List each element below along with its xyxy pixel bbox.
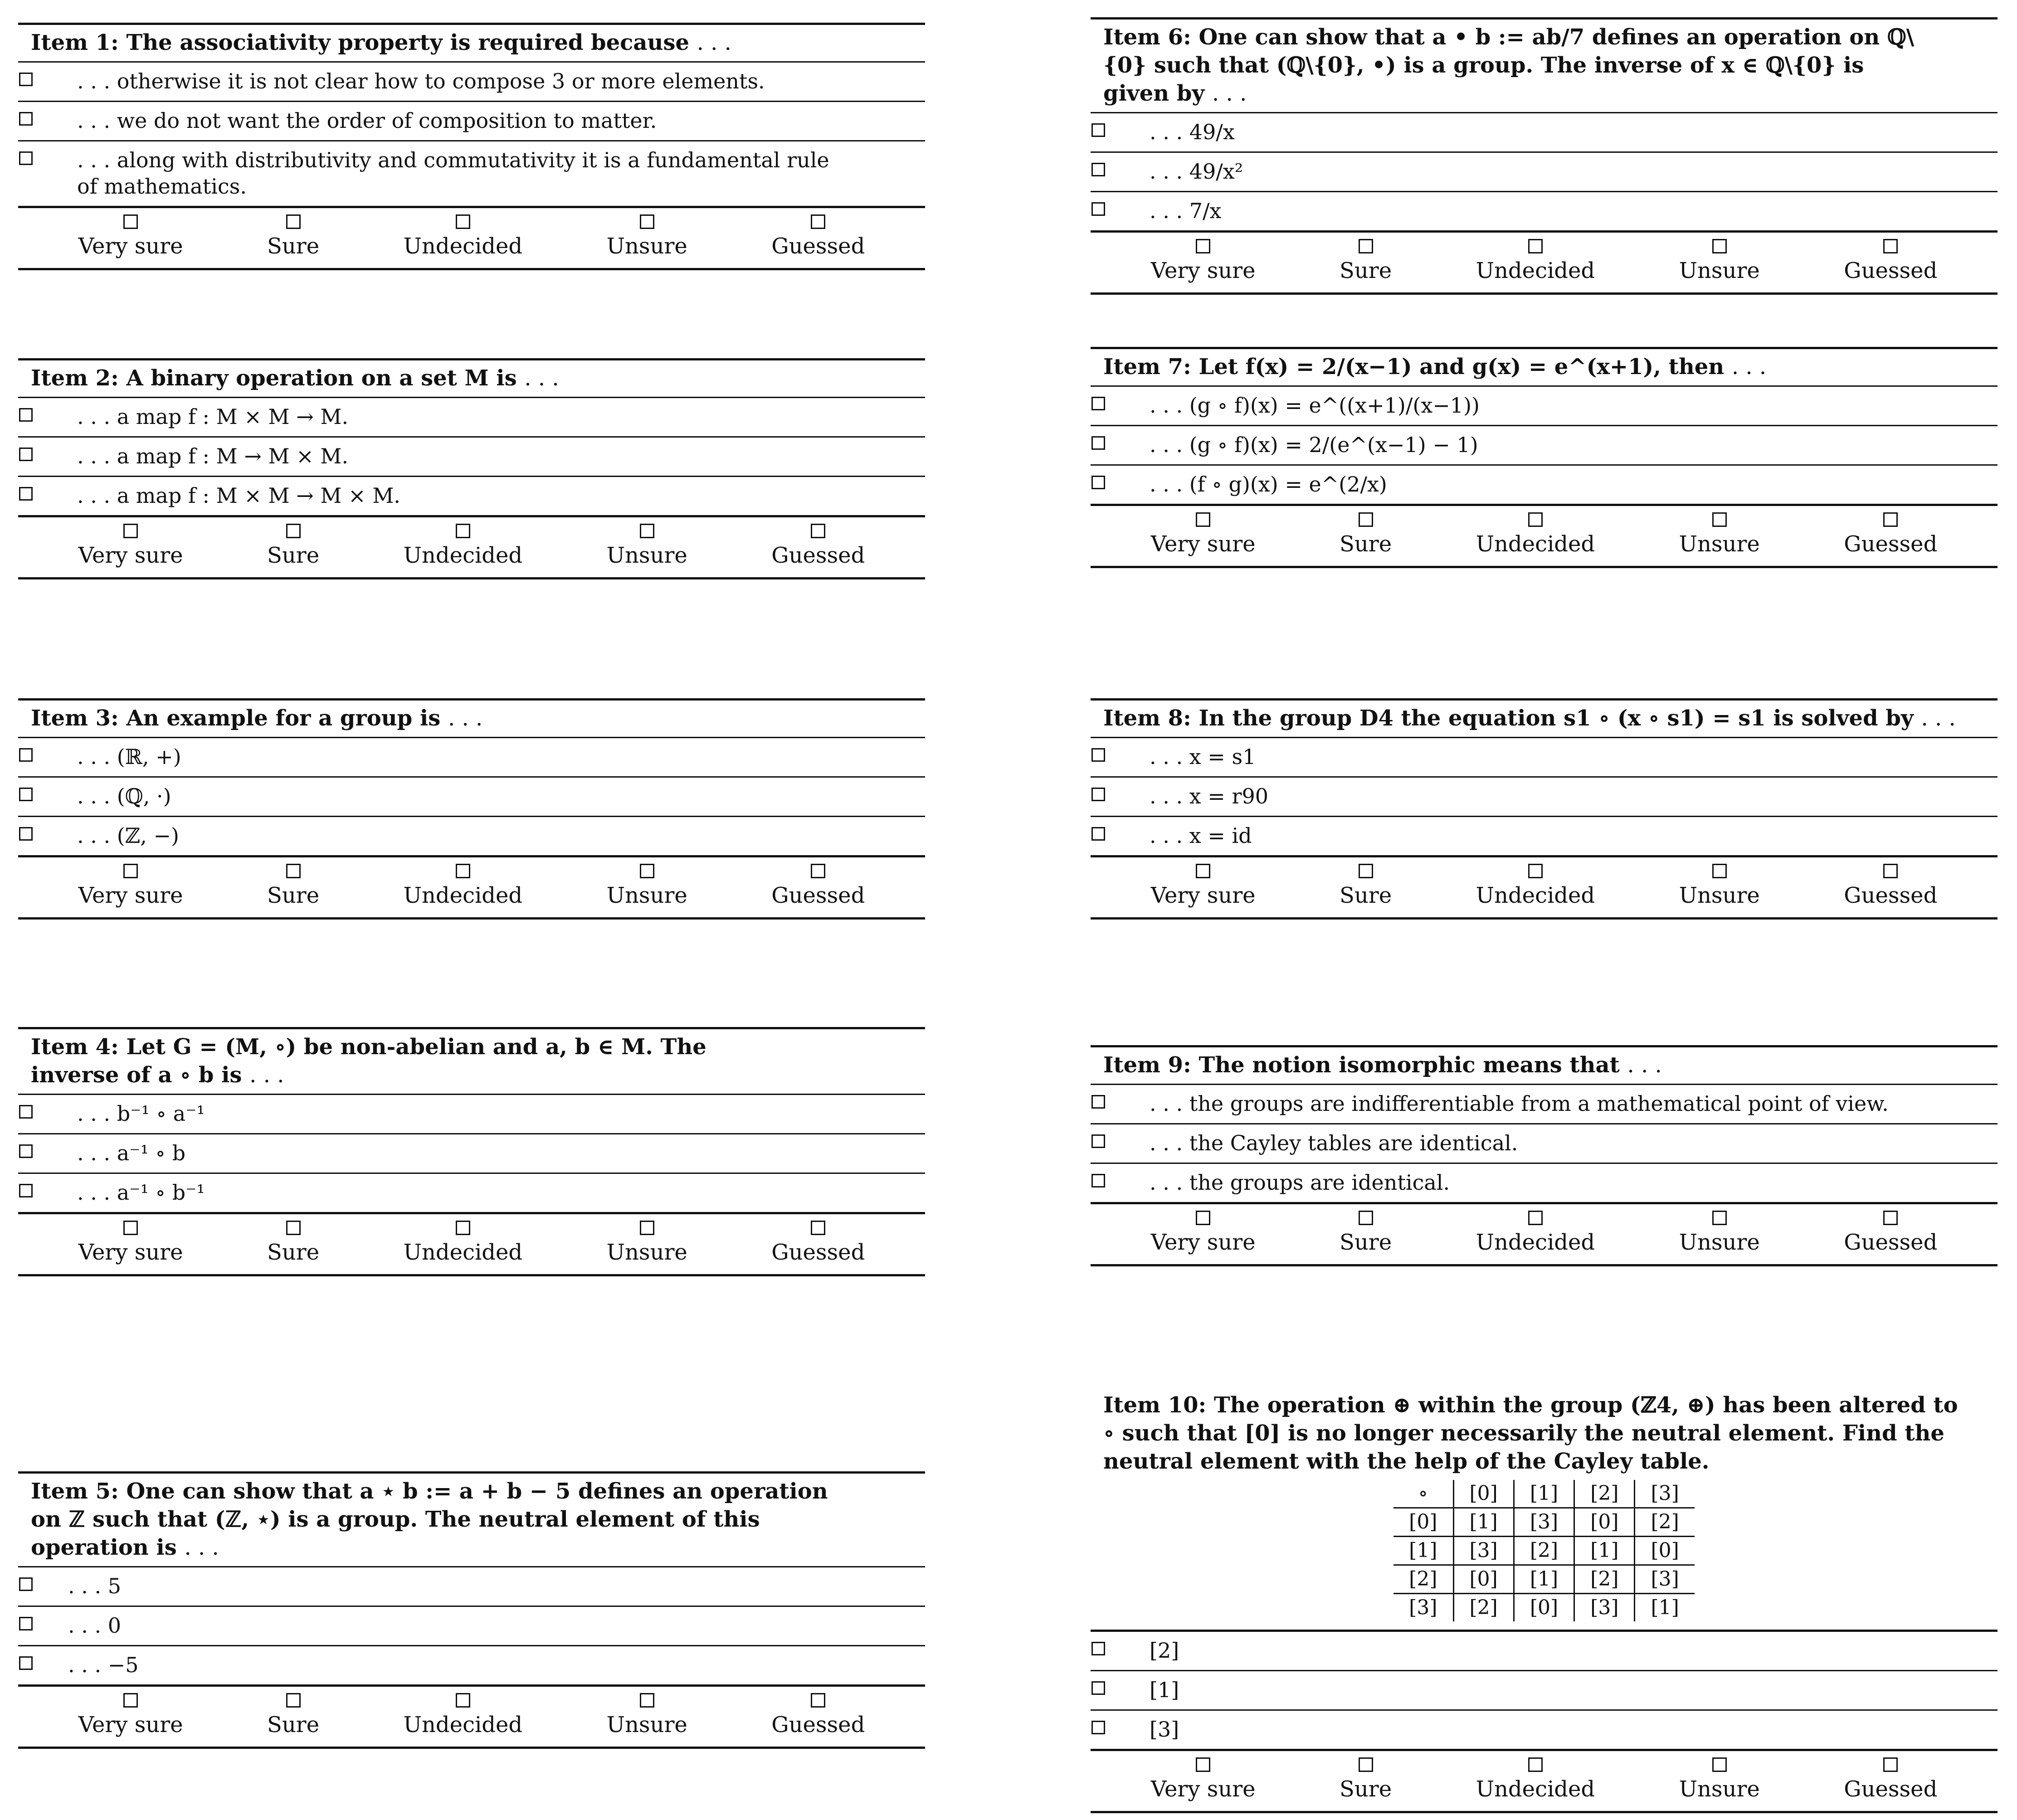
item-3	[18, 698, 925, 920]
confidence-scale	[1091, 1749, 1998, 1813]
cayley-cell: [2]	[1635, 1508, 1695, 1537]
item-5	[18, 1471, 925, 1749]
cayley-row	[1393, 1508, 1695, 1537]
confidence-guessed[interactable]: Guessed	[771, 214, 865, 260]
item-3-option-1[interactable]: . . . (ℝ, +)	[18, 737, 925, 776]
item-7	[1091, 347, 1998, 568]
checkbox[interactable]	[1091, 1642, 1105, 1655]
item-2-option-2[interactable]: . . . a map f : M → M × M.	[18, 436, 925, 476]
confidence-sure[interactable]: Sure	[267, 864, 319, 909]
confidence-very-sure[interactable]: Very sure	[78, 214, 183, 260]
checkbox[interactable]	[1091, 436, 1105, 450]
checkbox[interactable]	[1091, 1681, 1105, 1695]
cayley-cell: [3]	[1635, 1565, 1695, 1594]
cayley-cell: [2]	[1453, 1594, 1514, 1622]
item-3-title: Item 3: An example for a group is . . .	[31, 706, 483, 731]
cayley-cell: [3]	[1393, 1594, 1453, 1622]
item-7-title: Item 7: Let f(x) = 2/(x−1) and g(x) = e^(x+1), then . . .	[1103, 354, 1767, 380]
confidence-guessed[interactable]: Guessed	[771, 1693, 865, 1738]
confidence-unsure[interactable]: Unsure	[607, 1693, 687, 1738]
confidence-scale	[1091, 504, 1998, 568]
cayley-row	[1393, 1565, 1695, 1594]
cayley-cell: [0]	[1574, 1508, 1635, 1537]
checkbox[interactable]	[19, 73, 33, 86]
confidence-very-sure[interactable]: Very sure	[78, 864, 183, 909]
confidence-undecided[interactable]: Undecided	[1476, 1211, 1595, 1256]
confidence-undecided[interactable]: Undecided	[1476, 864, 1595, 909]
cayley-cell: [1]	[1514, 1480, 1574, 1508]
checkbox[interactable]	[19, 112, 33, 126]
checkbox[interactable]	[1091, 163, 1105, 176]
cayley-cell: [0]	[1635, 1537, 1695, 1565]
cayley-cell: [0]	[1393, 1508, 1453, 1537]
cayley-cell: [0]	[1514, 1594, 1574, 1622]
checkbox[interactable]	[19, 1577, 33, 1591]
item-8	[1091, 698, 1998, 920]
cayley-cell: [1]	[1635, 1594, 1695, 1622]
item-10-option-1[interactable]: [2]	[1091, 1630, 1998, 1670]
confidence-undecided[interactable]: Undecided	[1476, 239, 1595, 284]
item-2-option-1[interactable]: . . . a map f : M × M → M.	[18, 397, 925, 436]
confidence-very-sure[interactable]: Very sure	[1151, 239, 1256, 284]
checkbox[interactable]	[1091, 827, 1105, 841]
confidence-sure[interactable]: Sure	[267, 524, 319, 569]
item-4-option-2[interactable]: . . . a⁻¹ ∘ b	[18, 1133, 925, 1173]
checkbox[interactable]	[1091, 123, 1105, 137]
item-7-option-1[interactable]: . . . (g ∘ f)(x) = e^((x+1)/(x−1))	[1091, 385, 1998, 425]
checkbox[interactable]	[19, 1617, 33, 1630]
cayley-cell: [1]	[1514, 1565, 1574, 1594]
confidence-very-sure[interactable]: Very sure	[1151, 1757, 1256, 1803]
item-9-option-3[interactable]: . . . the groups are identical.	[1091, 1163, 1998, 1202]
confidence-undecided[interactable]: Undecided	[404, 1221, 523, 1266]
checkbox[interactable]	[19, 1184, 33, 1197]
confidence-scale	[1091, 230, 1998, 295]
item-1-title: Item 1: The associativity property is required because . . .	[31, 30, 731, 55]
cayley-cell: [3]	[1635, 1480, 1695, 1508]
checkbox[interactable]	[19, 448, 33, 461]
confidence-unsure[interactable]: Unsure	[1679, 1757, 1760, 1803]
cayley-cell: [0]	[1453, 1565, 1514, 1594]
confidence-very-sure[interactable]: Very sure	[78, 1221, 183, 1266]
item-10-title: Item 10: The operation ⊕ within the group (ℤ4, ⊕) has been altered to ∘ such that [0] is no longer necessarily the neutral element. Find the neutral element with the help of the Cayley table.	[1103, 1392, 1958, 1474]
item-1-option-1[interactable]: . . . otherwise it is not clear how to compose 3 or more elements.	[18, 61, 925, 101]
checkbox[interactable]	[19, 151, 33, 165]
confidence-scale	[1091, 1202, 1998, 1266]
checkbox[interactable]	[1091, 476, 1105, 489]
confidence-guessed[interactable]: Guessed	[1844, 239, 1937, 284]
confidence-sure[interactable]: Sure	[267, 214, 319, 260]
item-10-option-2[interactable]: [1]	[1091, 1670, 1998, 1709]
checkbox[interactable]	[1091, 748, 1105, 762]
item-2-title: Item 2: A binary operation on a set M is . . .	[31, 365, 559, 391]
confidence-sure[interactable]: Sure	[1340, 512, 1392, 558]
item-3-option-3[interactable]: . . . (ℤ, −)	[18, 816, 925, 855]
cayley-cell: [2]	[1574, 1565, 1635, 1594]
confidence-guessed[interactable]: Guessed	[771, 864, 865, 909]
item-5-option-1[interactable]: . . . 5	[18, 1566, 925, 1606]
cayley-cell: [2]	[1574, 1480, 1635, 1508]
confidence-scale	[18, 855, 925, 920]
item-9-title: Item 9: The notion isomorphic means that . . .	[1103, 1052, 1662, 1078]
confidence-undecided[interactable]: Undecided	[404, 1693, 523, 1738]
confidence-scale	[18, 515, 925, 579]
cayley-cell: [1]	[1453, 1508, 1514, 1537]
item-2-option-3[interactable]: . . . a map f : M × M → M × M.	[18, 476, 925, 515]
checkbox[interactable]	[19, 748, 33, 762]
confidence-unsure[interactable]: Unsure	[607, 864, 687, 909]
item-2	[18, 358, 925, 579]
confidence-guessed[interactable]: Guessed	[1844, 864, 1937, 909]
item-8-option-1[interactable]: . . . x = s1	[1091, 737, 1998, 776]
confidence-guessed[interactable]: Guessed	[771, 1221, 865, 1266]
item-3-option-2[interactable]: . . . (ℚ, ·)	[18, 776, 925, 816]
item-4-option-3[interactable]: . . . a⁻¹ ∘ b⁻¹	[18, 1173, 925, 1212]
confidence-unsure[interactable]: Unsure	[1679, 864, 1760, 909]
cayley-cell: [3]	[1453, 1537, 1514, 1565]
item-6-option-1[interactable]: . . . 49/x	[1091, 112, 1998, 151]
confidence-undecided[interactable]: Undecided	[404, 524, 523, 569]
confidence-scale	[1091, 855, 1998, 920]
confidence-unsure[interactable]: Unsure	[1679, 1211, 1760, 1256]
item-8-option-2[interactable]: . . . x = r90	[1091, 776, 1998, 816]
cayley-header-row	[1393, 1480, 1695, 1508]
cayley-cell: [0]	[1453, 1480, 1514, 1508]
confidence-unsure[interactable]: Unsure	[1679, 239, 1760, 284]
confidence-unsure[interactable]: Unsure	[607, 524, 687, 569]
confidence-scale	[18, 1212, 925, 1276]
confidence-unsure[interactable]: Unsure	[607, 214, 687, 260]
item-6	[1091, 17, 1998, 295]
cayley-cell: [2]	[1514, 1537, 1574, 1565]
confidence-guessed[interactable]: Guessed	[1844, 512, 1937, 558]
confidence-scale	[18, 1684, 925, 1749]
confidence-sure[interactable]: Sure	[1340, 1211, 1392, 1256]
confidence-undecided[interactable]: Undecided	[404, 864, 523, 909]
confidence-very-sure[interactable]: Very sure	[1151, 512, 1256, 558]
checkbox[interactable]	[19, 408, 33, 422]
checkbox[interactable]	[1091, 202, 1105, 216]
confidence-very-sure[interactable]: Very sure	[78, 524, 183, 569]
confidence-scale	[18, 206, 925, 270]
confidence-very-sure[interactable]: Very sure	[1151, 1211, 1256, 1256]
item-1	[18, 23, 925, 270]
item-1-option-2[interactable]: . . . we do not want the order of composition to matter.	[18, 101, 925, 140]
checkbox[interactable]	[1091, 788, 1105, 801]
item-6-title: Item 6: One can show that a • b := ab/7 defines an operation on ℚ\{0} such that (ℚ\{0}, •) is a group. The inverse of x ∈ ℚ\{0} is given by . . .	[1103, 24, 1915, 106]
confidence-undecided[interactable]: Undecided	[1476, 512, 1595, 558]
confidence-sure[interactable]: Sure	[267, 1221, 319, 1266]
item-9	[1091, 1045, 1998, 1266]
confidence-guessed[interactable]: Guessed	[771, 524, 865, 569]
item-6-option-3[interactable]: . . . 7/x	[1091, 191, 1998, 230]
confidence-undecided[interactable]: Undecided	[1476, 1757, 1595, 1803]
confidence-unsure[interactable]: Unsure	[607, 1221, 687, 1266]
checkbox[interactable]	[1091, 1174, 1105, 1187]
item-4	[18, 1027, 925, 1276]
cayley-table	[1393, 1480, 1695, 1621]
item-4-title: Item 4: Let G = (M, ∘) be non-abelian and a, b ∈ M. The inverse of a ∘ b is . . .	[31, 1034, 706, 1088]
confidence-unsure[interactable]: Unsure	[1679, 512, 1760, 558]
confidence-very-sure[interactable]: Very sure	[1151, 864, 1256, 909]
cayley-row	[1393, 1537, 1695, 1565]
checkbox[interactable]	[1091, 1134, 1105, 1148]
checkbox[interactable]	[1091, 1095, 1105, 1109]
checkbox[interactable]	[19, 1144, 33, 1158]
checkbox[interactable]	[19, 827, 33, 841]
item-5-option-2[interactable]: . . . 0	[18, 1606, 925, 1645]
item-7-option-2[interactable]: . . . (g ∘ f)(x) = 2/(e^(x−1) − 1)	[1091, 425, 1998, 464]
item-10-option-3[interactable]: [3]	[1091, 1709, 1998, 1749]
item-4-option-1[interactable]: . . . b⁻¹ ∘ a⁻¹	[18, 1094, 925, 1133]
confidence-guessed[interactable]: Guessed	[1844, 1757, 1937, 1803]
cayley-cell: ∘	[1418, 1482, 1428, 1505]
item-6-option-2[interactable]: . . . 49/x²	[1091, 151, 1998, 191]
item-10	[1091, 1387, 1998, 1813]
checkbox[interactable]	[1091, 397, 1105, 410]
item-8-title: Item 8: In the group D4 the equation s1 ∘ (x ∘ s1) = s1 is solved by . . .	[1103, 706, 1956, 731]
cayley-cell: [3]	[1574, 1594, 1635, 1622]
confidence-sure[interactable]: Sure	[1340, 1757, 1392, 1803]
checkbox[interactable]	[19, 788, 33, 801]
item-9-option-1[interactable]: . . . the groups are indifferentiable from a mathematical point of view.	[1091, 1084, 1998, 1123]
confidence-very-sure[interactable]: Very sure	[78, 1693, 183, 1738]
cayley-cell: [2]	[1393, 1565, 1453, 1594]
confidence-sure[interactable]: Sure	[1340, 239, 1392, 284]
cayley-cell: [3]	[1514, 1508, 1574, 1537]
confidence-guessed[interactable]: Guessed	[1844, 1211, 1937, 1256]
checkbox[interactable]	[19, 487, 33, 501]
cayley-row	[1393, 1594, 1695, 1622]
confidence-sure[interactable]: Sure	[267, 1693, 319, 1738]
item-8-option-3[interactable]: . . . x = id	[1091, 816, 1998, 855]
item-9-option-2[interactable]: . . . the Cayley tables are identical.	[1091, 1123, 1998, 1163]
confidence-sure[interactable]: Sure	[1340, 864, 1392, 909]
item-5-option-3[interactable]: . . . −5	[18, 1645, 925, 1684]
checkbox[interactable]	[19, 1105, 33, 1119]
checkbox[interactable]	[1091, 1721, 1105, 1734]
item-5-title: Item 5: One can show that a ⋆ b := a + b − 5 defines an operation on ℤ such that (ℤ, ⋆) is a group. The neutral element of this operation is . . .	[31, 1479, 828, 1560]
cayley-cell: [1]	[1393, 1537, 1453, 1565]
item-1-option-3[interactable]: . . . along with distributivity and commutativity it is a fundamental rule of mathematics.	[18, 140, 925, 206]
checkbox[interactable]	[19, 1656, 33, 1670]
item-7-option-3[interactable]: . . . (f ∘ g)(x) = e^(2/x)	[1091, 464, 1998, 504]
confidence-undecided[interactable]: Undecided	[404, 214, 523, 260]
cayley-cell: [1]	[1574, 1537, 1635, 1565]
